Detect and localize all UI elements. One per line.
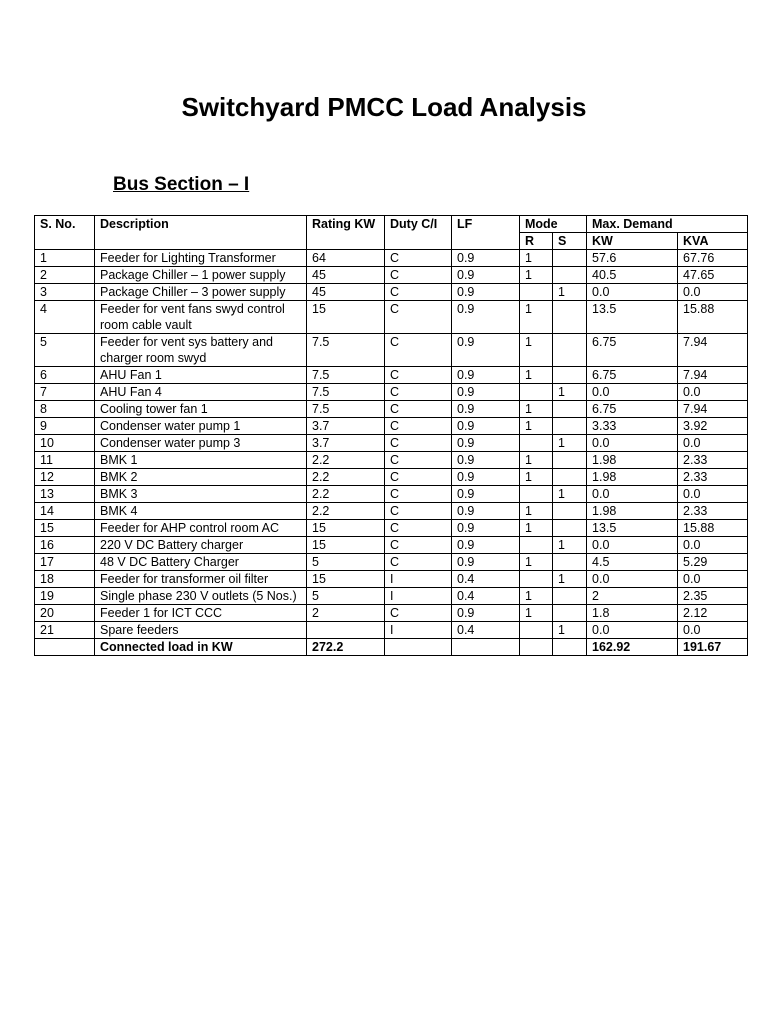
cell-description: BMK 3 xyxy=(95,486,307,503)
cell-kva: 67.76 xyxy=(678,250,748,267)
table-body xyxy=(35,216,748,656)
cell-lf: 0.9 xyxy=(452,301,520,334)
cell-lf: 0.9 xyxy=(452,367,520,384)
cell-rating: 7.5 xyxy=(307,384,385,401)
cell-sno: 9 xyxy=(35,418,95,435)
cell-rating: 15 xyxy=(307,301,385,334)
cell-kva: 7.94 xyxy=(678,401,748,418)
cell-description: Single phase 230 V outlets (5 Nos.) xyxy=(95,588,307,605)
cell-duty: C xyxy=(385,418,452,435)
cell-kva: 2.12 xyxy=(678,605,748,622)
cell-description: AHU Fan 1 xyxy=(95,367,307,384)
cell-lf: 0.9 xyxy=(452,267,520,284)
cell-kw: 2 xyxy=(587,588,678,605)
cell-rating: 15 xyxy=(307,520,385,537)
cell-description: Feeder for vent sys battery and charger room swyd xyxy=(95,334,307,367)
table-row xyxy=(35,622,748,639)
page-title: Switchyard PMCC Load Analysis xyxy=(181,92,587,122)
cell-sno: 5 xyxy=(35,334,95,367)
cell-mode-s xyxy=(553,588,587,605)
cell-kw: 1.98 xyxy=(587,469,678,486)
total-sno xyxy=(35,639,95,656)
header-kw: KW xyxy=(587,233,678,250)
cell-rating: 3.7 xyxy=(307,435,385,452)
cell-sno: 16 xyxy=(35,537,95,554)
cell-description: 48 V DC Battery Charger xyxy=(95,554,307,571)
cell-mode-r: 1 xyxy=(520,452,553,469)
total-rating: 272.2 xyxy=(307,639,385,656)
header-mode: Mode xyxy=(520,216,587,233)
cell-sno: 21 xyxy=(35,622,95,639)
table-row xyxy=(35,301,748,334)
cell-lf: 0.9 xyxy=(452,503,520,520)
cell-duty: I xyxy=(385,588,452,605)
cell-rating: 45 xyxy=(307,284,385,301)
table-row xyxy=(35,250,748,267)
cell-kw: 0.0 xyxy=(587,537,678,554)
cell-kva: 2.33 xyxy=(678,452,748,469)
cell-description: BMK 1 xyxy=(95,452,307,469)
cell-kw: 6.75 xyxy=(587,367,678,384)
table-row xyxy=(35,571,748,588)
cell-kva: 2.33 xyxy=(678,469,748,486)
cell-lf: 0.9 xyxy=(452,384,520,401)
cell-rating: 64 xyxy=(307,250,385,267)
cell-rating: 2.2 xyxy=(307,486,385,503)
cell-lf: 0.9 xyxy=(452,435,520,452)
cell-description: Condenser water pump 3 xyxy=(95,435,307,452)
cell-description: Package Chiller – 3 power supply xyxy=(95,284,307,301)
cell-duty: C xyxy=(385,554,452,571)
cell-kw: 0.0 xyxy=(587,435,678,452)
cell-lf: 0.9 xyxy=(452,520,520,537)
cell-duty: C xyxy=(385,384,452,401)
table-row xyxy=(35,267,748,284)
total-mode-s xyxy=(553,639,587,656)
header-duty: Duty C/I xyxy=(385,216,452,250)
cell-kw: 0.0 xyxy=(587,486,678,503)
cell-description: Feeder for Lighting Transformer xyxy=(95,250,307,267)
total-label: Connected load in KW xyxy=(95,639,307,656)
cell-description: Condenser water pump 1 xyxy=(95,418,307,435)
cell-mode-s: 1 xyxy=(553,622,587,639)
table-row xyxy=(35,520,748,537)
cell-duty: C xyxy=(385,301,452,334)
cell-kw: 0.0 xyxy=(587,622,678,639)
cell-sno: 14 xyxy=(35,503,95,520)
cell-mode-r xyxy=(520,537,553,554)
cell-description: BMK 4 xyxy=(95,503,307,520)
load-analysis-table xyxy=(34,215,748,656)
cell-mode-s: 1 xyxy=(553,537,587,554)
header-rating: Rating KW xyxy=(307,216,385,250)
cell-lf: 0.9 xyxy=(452,554,520,571)
cell-mode-s xyxy=(553,401,587,418)
table-row xyxy=(35,554,748,571)
cell-sno: 12 xyxy=(35,469,95,486)
cell-kva: 7.94 xyxy=(678,334,748,367)
cell-duty: C xyxy=(385,469,452,486)
cell-mode-s xyxy=(553,267,587,284)
cell-description: 220 V DC Battery charger xyxy=(95,537,307,554)
cell-mode-r: 1 xyxy=(520,267,553,284)
cell-sno: 6 xyxy=(35,367,95,384)
header-mode-s: S xyxy=(553,233,587,250)
cell-kva: 0.0 xyxy=(678,435,748,452)
cell-mode-s xyxy=(553,418,587,435)
cell-description: Feeder for AHP control room AC xyxy=(95,520,307,537)
cell-rating: 2.2 xyxy=(307,452,385,469)
cell-mode-s xyxy=(553,503,587,520)
cell-duty: C xyxy=(385,334,452,367)
cell-kva: 7.94 xyxy=(678,367,748,384)
total-kw: 162.92 xyxy=(587,639,678,656)
cell-mode-r: 1 xyxy=(520,367,553,384)
cell-mode-r: 1 xyxy=(520,334,553,367)
cell-rating: 5 xyxy=(307,554,385,571)
cell-rating: 7.5 xyxy=(307,367,385,384)
section-title: Bus Section – I xyxy=(113,174,250,195)
header-description: Description xyxy=(95,216,307,250)
cell-kva: 0.0 xyxy=(678,537,748,554)
cell-sno: 7 xyxy=(35,384,95,401)
cell-rating: 2.2 xyxy=(307,503,385,520)
cell-rating: 15 xyxy=(307,571,385,588)
cell-kw: 1.8 xyxy=(587,605,678,622)
cell-mode-r: 1 xyxy=(520,469,553,486)
total-duty xyxy=(385,639,452,656)
total-kva: 191.67 xyxy=(678,639,748,656)
table-row xyxy=(35,334,748,367)
cell-kva: 0.0 xyxy=(678,571,748,588)
cell-kw: 0.0 xyxy=(587,384,678,401)
cell-rating: 2 xyxy=(307,605,385,622)
cell-lf: 0.9 xyxy=(452,418,520,435)
cell-kw: 13.5 xyxy=(587,301,678,334)
cell-mode-s xyxy=(553,367,587,384)
header-mode-r: R xyxy=(520,233,553,250)
cell-mode-s xyxy=(553,250,587,267)
cell-mode-r: 1 xyxy=(520,554,553,571)
cell-mode-r: 1 xyxy=(520,503,553,520)
cell-lf: 0.9 xyxy=(452,250,520,267)
cell-sno: 2 xyxy=(35,267,95,284)
table-row xyxy=(35,367,748,384)
cell-mode-s: 1 xyxy=(553,435,587,452)
table-row xyxy=(35,605,748,622)
cell-kw: 6.75 xyxy=(587,401,678,418)
cell-lf: 0.9 xyxy=(452,334,520,367)
cell-mode-r: 1 xyxy=(520,588,553,605)
cell-mode-r: 1 xyxy=(520,418,553,435)
cell-lf: 0.9 xyxy=(452,486,520,503)
header-sno: S. No. xyxy=(35,216,95,250)
cell-duty: C xyxy=(385,452,452,469)
cell-mode-r: 1 xyxy=(520,401,553,418)
cell-kw: 3.33 xyxy=(587,418,678,435)
cell-kw: 0.0 xyxy=(587,571,678,588)
cell-kva: 0.0 xyxy=(678,284,748,301)
cell-duty: C xyxy=(385,605,452,622)
cell-mode-s xyxy=(553,469,587,486)
cell-duty: C xyxy=(385,250,452,267)
cell-sno: 20 xyxy=(35,605,95,622)
cell-mode-r: 1 xyxy=(520,605,553,622)
table-row xyxy=(35,384,748,401)
cell-mode-r xyxy=(520,435,553,452)
cell-rating xyxy=(307,622,385,639)
cell-mode-s xyxy=(553,554,587,571)
header-lf: LF xyxy=(452,216,520,250)
cell-kva: 5.29 xyxy=(678,554,748,571)
cell-sno: 8 xyxy=(35,401,95,418)
cell-sno: 17 xyxy=(35,554,95,571)
cell-mode-s xyxy=(553,605,587,622)
cell-duty: C xyxy=(385,435,452,452)
header-kva: KVA xyxy=(678,233,748,250)
cell-mode-s: 1 xyxy=(553,284,587,301)
table-row xyxy=(35,486,748,503)
cell-kw: 6.75 xyxy=(587,334,678,367)
cell-kw: 4.5 xyxy=(587,554,678,571)
cell-sno: 11 xyxy=(35,452,95,469)
cell-duty: C xyxy=(385,367,452,384)
cell-kw: 1.98 xyxy=(587,503,678,520)
cell-kw: 57.6 xyxy=(587,250,678,267)
cell-rating: 5 xyxy=(307,588,385,605)
cell-description: Spare feeders xyxy=(95,622,307,639)
cell-mode-s: 1 xyxy=(553,571,587,588)
cell-kva: 0.0 xyxy=(678,384,748,401)
cell-rating: 15 xyxy=(307,537,385,554)
table-row xyxy=(35,452,748,469)
cell-mode-s xyxy=(553,301,587,334)
cell-kva: 47.65 xyxy=(678,267,748,284)
cell-mode-r xyxy=(520,571,553,588)
header-max-demand: Max. Demand xyxy=(587,216,748,233)
cell-mode-r xyxy=(520,622,553,639)
cell-lf: 0.9 xyxy=(452,284,520,301)
cell-mode-s xyxy=(553,520,587,537)
cell-mode-s xyxy=(553,334,587,367)
cell-sno: 10 xyxy=(35,435,95,452)
cell-description: Cooling tower fan 1 xyxy=(95,401,307,418)
cell-duty: C xyxy=(385,503,452,520)
cell-sno: 13 xyxy=(35,486,95,503)
table-row xyxy=(35,435,748,452)
cell-mode-r xyxy=(520,384,553,401)
cell-lf: 0.4 xyxy=(452,571,520,588)
cell-description: AHU Fan 4 xyxy=(95,384,307,401)
cell-rating: 2.2 xyxy=(307,469,385,486)
cell-lf: 0.9 xyxy=(452,452,520,469)
cell-kva: 3.92 xyxy=(678,418,748,435)
cell-mode-s: 1 xyxy=(553,384,587,401)
cell-sno: 4 xyxy=(35,301,95,334)
cell-description: Feeder for transformer oil filter xyxy=(95,571,307,588)
cell-description: BMK 2 xyxy=(95,469,307,486)
cell-sno: 19 xyxy=(35,588,95,605)
cell-mode-r: 1 xyxy=(520,250,553,267)
total-lf xyxy=(452,639,520,656)
table-row xyxy=(35,418,748,435)
cell-mode-r xyxy=(520,486,553,503)
cell-description: Feeder 1 for ICT CCC xyxy=(95,605,307,622)
cell-duty: C xyxy=(385,537,452,554)
cell-kva: 0.0 xyxy=(678,622,748,639)
cell-lf: 0.9 xyxy=(452,401,520,418)
cell-mode-r xyxy=(520,284,553,301)
cell-kva: 2.35 xyxy=(678,588,748,605)
cell-kva: 2.33 xyxy=(678,503,748,520)
cell-duty: I xyxy=(385,622,452,639)
cell-lf: 0.9 xyxy=(452,469,520,486)
cell-mode-s: 1 xyxy=(553,486,587,503)
cell-duty: C xyxy=(385,401,452,418)
cell-kw: 1.98 xyxy=(587,452,678,469)
cell-kva: 0.0 xyxy=(678,486,748,503)
cell-lf: 0.9 xyxy=(452,537,520,554)
table-row xyxy=(35,503,748,520)
cell-rating: 3.7 xyxy=(307,418,385,435)
cell-rating: 7.5 xyxy=(307,334,385,367)
cell-lf: 0.4 xyxy=(452,622,520,639)
total-mode-r xyxy=(520,639,553,656)
cell-kw: 0.0 xyxy=(587,284,678,301)
cell-rating: 7.5 xyxy=(307,401,385,418)
cell-sno: 15 xyxy=(35,520,95,537)
cell-mode-s xyxy=(553,452,587,469)
cell-sno: 1 xyxy=(35,250,95,267)
cell-duty: C xyxy=(385,267,452,284)
table-row xyxy=(35,537,748,554)
cell-kva: 15.88 xyxy=(678,301,748,334)
cell-lf: 0.9 xyxy=(452,605,520,622)
total-row xyxy=(35,639,748,656)
cell-mode-r: 1 xyxy=(520,301,553,334)
table-row xyxy=(35,469,748,486)
cell-sno: 18 xyxy=(35,571,95,588)
cell-mode-r: 1 xyxy=(520,520,553,537)
cell-duty: I xyxy=(385,571,452,588)
cell-duty: C xyxy=(385,486,452,503)
cell-description: Package Chiller – 1 power supply xyxy=(95,267,307,284)
cell-duty: C xyxy=(385,520,452,537)
cell-rating: 45 xyxy=(307,267,385,284)
cell-kw: 13.5 xyxy=(587,520,678,537)
header-row xyxy=(35,216,748,233)
table-row xyxy=(35,284,748,301)
table-row xyxy=(35,401,748,418)
cell-kva: 15.88 xyxy=(678,520,748,537)
cell-sno: 3 xyxy=(35,284,95,301)
cell-duty: C xyxy=(385,284,452,301)
cell-kw: 40.5 xyxy=(587,267,678,284)
cell-lf: 0.4 xyxy=(452,588,520,605)
cell-description: Feeder for vent fans swyd control room cable vault xyxy=(95,301,307,334)
table-row xyxy=(35,588,748,605)
